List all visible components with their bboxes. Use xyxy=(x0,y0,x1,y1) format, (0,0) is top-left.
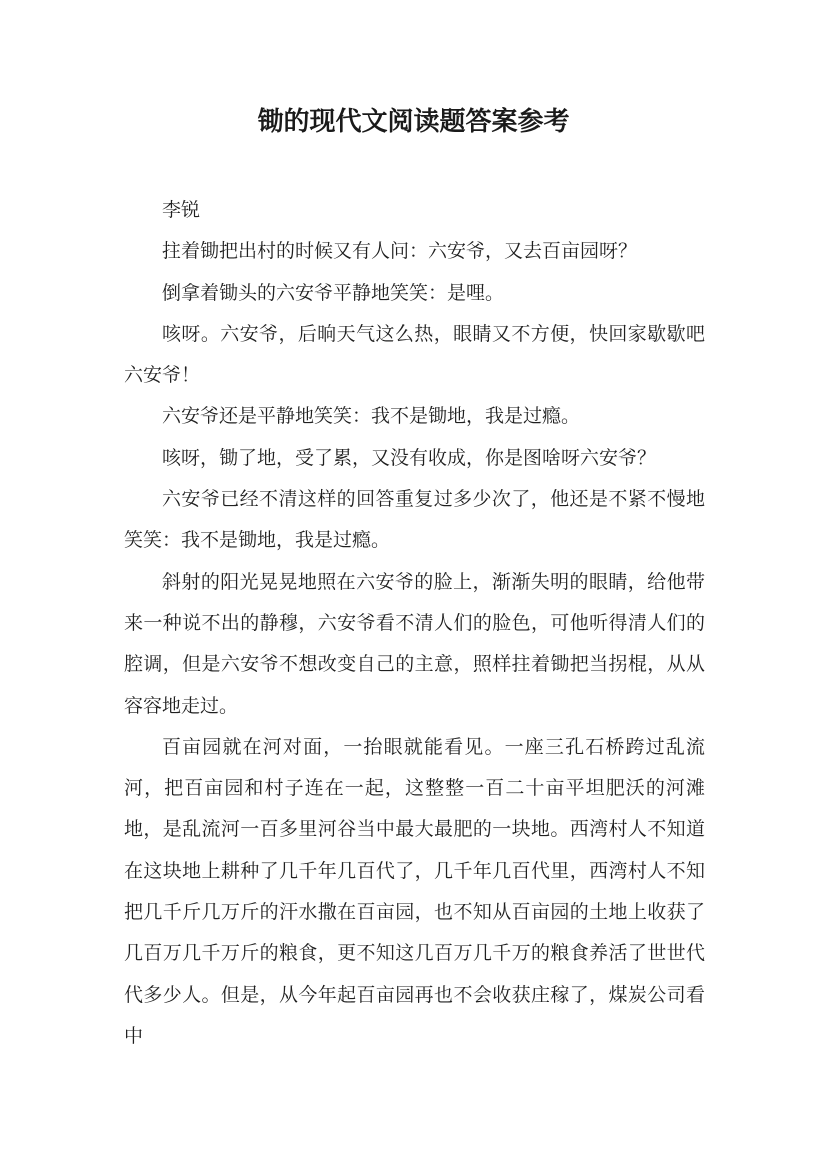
paragraph: 咳呀，锄了地，受了累，又没有收成，你是图啥呀六安爷？ xyxy=(162,446,657,469)
paragraph: 拄着锄把出村的时候又有人问：六安爷，又去百亩园呀？ xyxy=(162,240,638,263)
paragraph: 六安爷还是平静地笑笑：我不是锄地，我是过瘾。 xyxy=(162,405,581,428)
document-title: 锄的现代文阅读题答案参考 xyxy=(257,107,570,137)
document-body xyxy=(124,190,705,1057)
author-line: 李锐 xyxy=(162,199,201,221)
paragraph: 倒拿着锄头的六安爷平静地笑笑：是哩。 xyxy=(162,281,505,304)
paragraph: 六安爷已经不清这样的回答重复过多少次了，他还是不紧不慢地笑笑：我不是锄地，我是过瘾。 xyxy=(124,488,705,552)
paragraph: 斜射的阳光晃晃地照在六安爷的脸上，渐渐失明的眼睛，给他带来一种说不出的静穆，六安爷看不清人们的脸色，可他听得清人们的腔调，但是六安爷不想改变自己的主意，照样拄着锄把当拐棍，从从容容地走过。 xyxy=(124,570,705,717)
paragraph: 咳呀。六安爷，后晌天气这么热，眼睛又不方便，快回家歇歇吧六安爷！ xyxy=(124,322,705,387)
paragraph: 百亩园就在河对面，一抬眼就能看见。一座三孔石桥跨过乱流河，把百亩园和村子连在一起，这整整一百二十亩平坦肥沃的河滩地，是乱流河一百多里河谷当中最大最肥的一块地。西湾村人不知道在这块地上耕种了几千年几百代了，几千年几百代里，西湾村人不知把几千斤几万斤的汗水撒在百亩园，也不知从百亩园的土地上收获了几百万几千万斤的粮食，更不知这几百万几千万的粮食养活了世世代代多少人。但是，从今年起百亩园再也不会收获庄稼了，煤炭公司看中 xyxy=(124,735,705,1047)
